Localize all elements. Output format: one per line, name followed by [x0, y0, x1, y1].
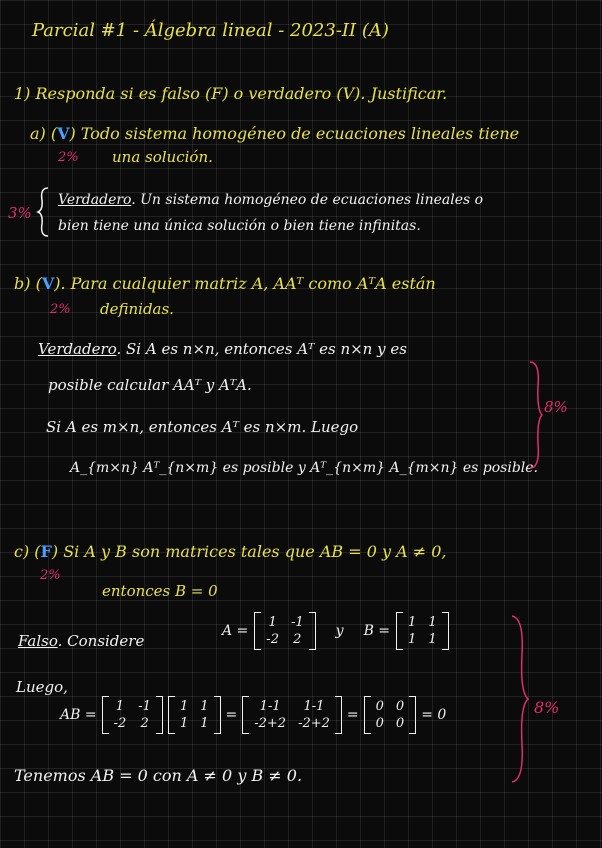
item-a-statement: [30, 124, 519, 143]
matrix-cell: -2: [266, 632, 279, 647]
item-b-open: b) (: [14, 274, 42, 293]
item-b-mark: V: [41, 274, 55, 293]
equals-sign: =: [346, 707, 359, 723]
item-a-points: 2%: [58, 150, 79, 165]
product-label: AB =: [60, 707, 97, 723]
product-expanded-matrix: [242, 696, 342, 734]
matrix-cell: 1: [179, 699, 189, 714]
item-b-answer-line2: posible calcular AAᵀ y AᵀA.: [48, 376, 252, 394]
item-a-statement-cont: una solución.: [112, 148, 213, 166]
matrix-cell: 1: [428, 615, 437, 630]
matrix-a-label: A =: [222, 623, 249, 639]
item-c-consider-text: . Considere: [57, 632, 145, 650]
item-a-answer-label: Verdadero: [58, 192, 132, 208]
matrix-cell: 1: [408, 632, 417, 647]
item-b-brace: [528, 360, 544, 470]
item-b-statement-cont: definidas.: [100, 300, 174, 318]
item-a-text: ) Todo sistema homogéneo de ecuaciones lineales tiene: [69, 124, 520, 143]
matrix-cell: 1: [200, 699, 209, 714]
item-c-product: [60, 696, 446, 734]
item-c-luego: Luego,: [16, 678, 68, 696]
matrix-b: [396, 612, 449, 650]
equals-zero: = 0: [421, 707, 447, 723]
matrix-cell: 0: [395, 716, 405, 731]
item-a-answer-text: . Un sistema homogéneo de ecuaciones lineales o: [131, 192, 484, 208]
item-b-answer-text: . Si A es n×n, entonces Aᵀ es n×n y es: [116, 340, 407, 358]
matrix-cell: 0: [375, 716, 384, 731]
matrix-cell: 2: [293, 632, 302, 647]
conjunction-y: y: [335, 623, 344, 639]
item-c-brace: [510, 614, 530, 784]
item-c-answer-line1: [18, 632, 144, 650]
zero-matrix: [364, 696, 417, 734]
item-b-points: 2%: [50, 302, 71, 317]
product-matrix-b: [168, 696, 221, 734]
item-c-statement: [14, 542, 447, 561]
matrix-cell: 0: [395, 699, 405, 714]
item-c-matrices-def: [222, 612, 449, 650]
item-c-points: 2%: [40, 568, 61, 583]
matrix-cell: -2: [113, 716, 127, 731]
item-b-answer-label: Verdadero: [38, 340, 117, 358]
item-b-answer-line1: [38, 340, 407, 358]
item-a-open: a) (: [30, 124, 58, 143]
matrix-cell: 1-1: [303, 699, 325, 714]
matrix-cell: -1: [138, 699, 151, 714]
matrix-cell: 1: [268, 615, 277, 630]
matrix-cell: 1: [179, 716, 189, 731]
matrix-cell: 0: [375, 699, 384, 714]
product-matrix-a: [102, 696, 163, 734]
item-c-score: 8%: [534, 698, 560, 717]
item-b-text: ). Para cualquier matriz A, AAᵀ como AᵀA están: [54, 274, 436, 293]
item-c-open: c) (: [14, 542, 41, 561]
matrix-cell: -2+2: [254, 716, 287, 731]
item-b-answer-line3: Si A es m×n, entonces Aᵀ es n×m. Luego: [46, 418, 359, 436]
item-c-conclusion: Tenemos AB = 0 con A ≠ 0 y B ≠ 0.: [14, 766, 303, 785]
item-b-answer-line4: A_{m×n} Aᵀ_{n×m} es posible y Aᵀ_{n×m} A_{m×n} es posible.: [70, 460, 539, 476]
item-c-answer-label: Falso: [18, 632, 58, 650]
item-a-answer-line2: bien tiene una única solución o bien tiene infinitas.: [58, 218, 421, 234]
item-c-mark: F: [40, 542, 52, 561]
item-a-brace: [36, 186, 50, 238]
item-a-mark: V: [57, 124, 70, 143]
matrix-cell: 2: [140, 716, 149, 731]
item-c-text: ) Si A y B son matrices tales que AB = 0 y A ≠ 0,: [51, 542, 447, 561]
matrix-cell: -2+2: [298, 716, 330, 731]
item-b-score: 8%: [544, 398, 568, 416]
item-c-statement-cont: entonces B = 0: [102, 582, 218, 600]
matrix-cell: -1: [290, 615, 304, 630]
page-title: Parcial #1 - Álgebra lineal - 2023-II (A): [32, 20, 389, 41]
question-prompt: 1) Responda si es falso (F) o verdadero (V). Justificar.: [14, 84, 448, 103]
item-b-statement: [14, 274, 436, 293]
matrix-cell: 1-1: [259, 699, 281, 714]
item-a-answer-line1: [58, 192, 483, 208]
item-a-score: 3%: [8, 204, 32, 222]
matrix-cell: 1: [408, 615, 417, 630]
equals-sign: =: [225, 707, 238, 723]
matrix-cell: 1: [200, 716, 209, 731]
matrix-a: [254, 612, 315, 650]
matrix-cell: 1: [428, 632, 437, 647]
matrix-b-label: B =: [363, 623, 391, 639]
matrix-cell: 1: [115, 699, 125, 714]
